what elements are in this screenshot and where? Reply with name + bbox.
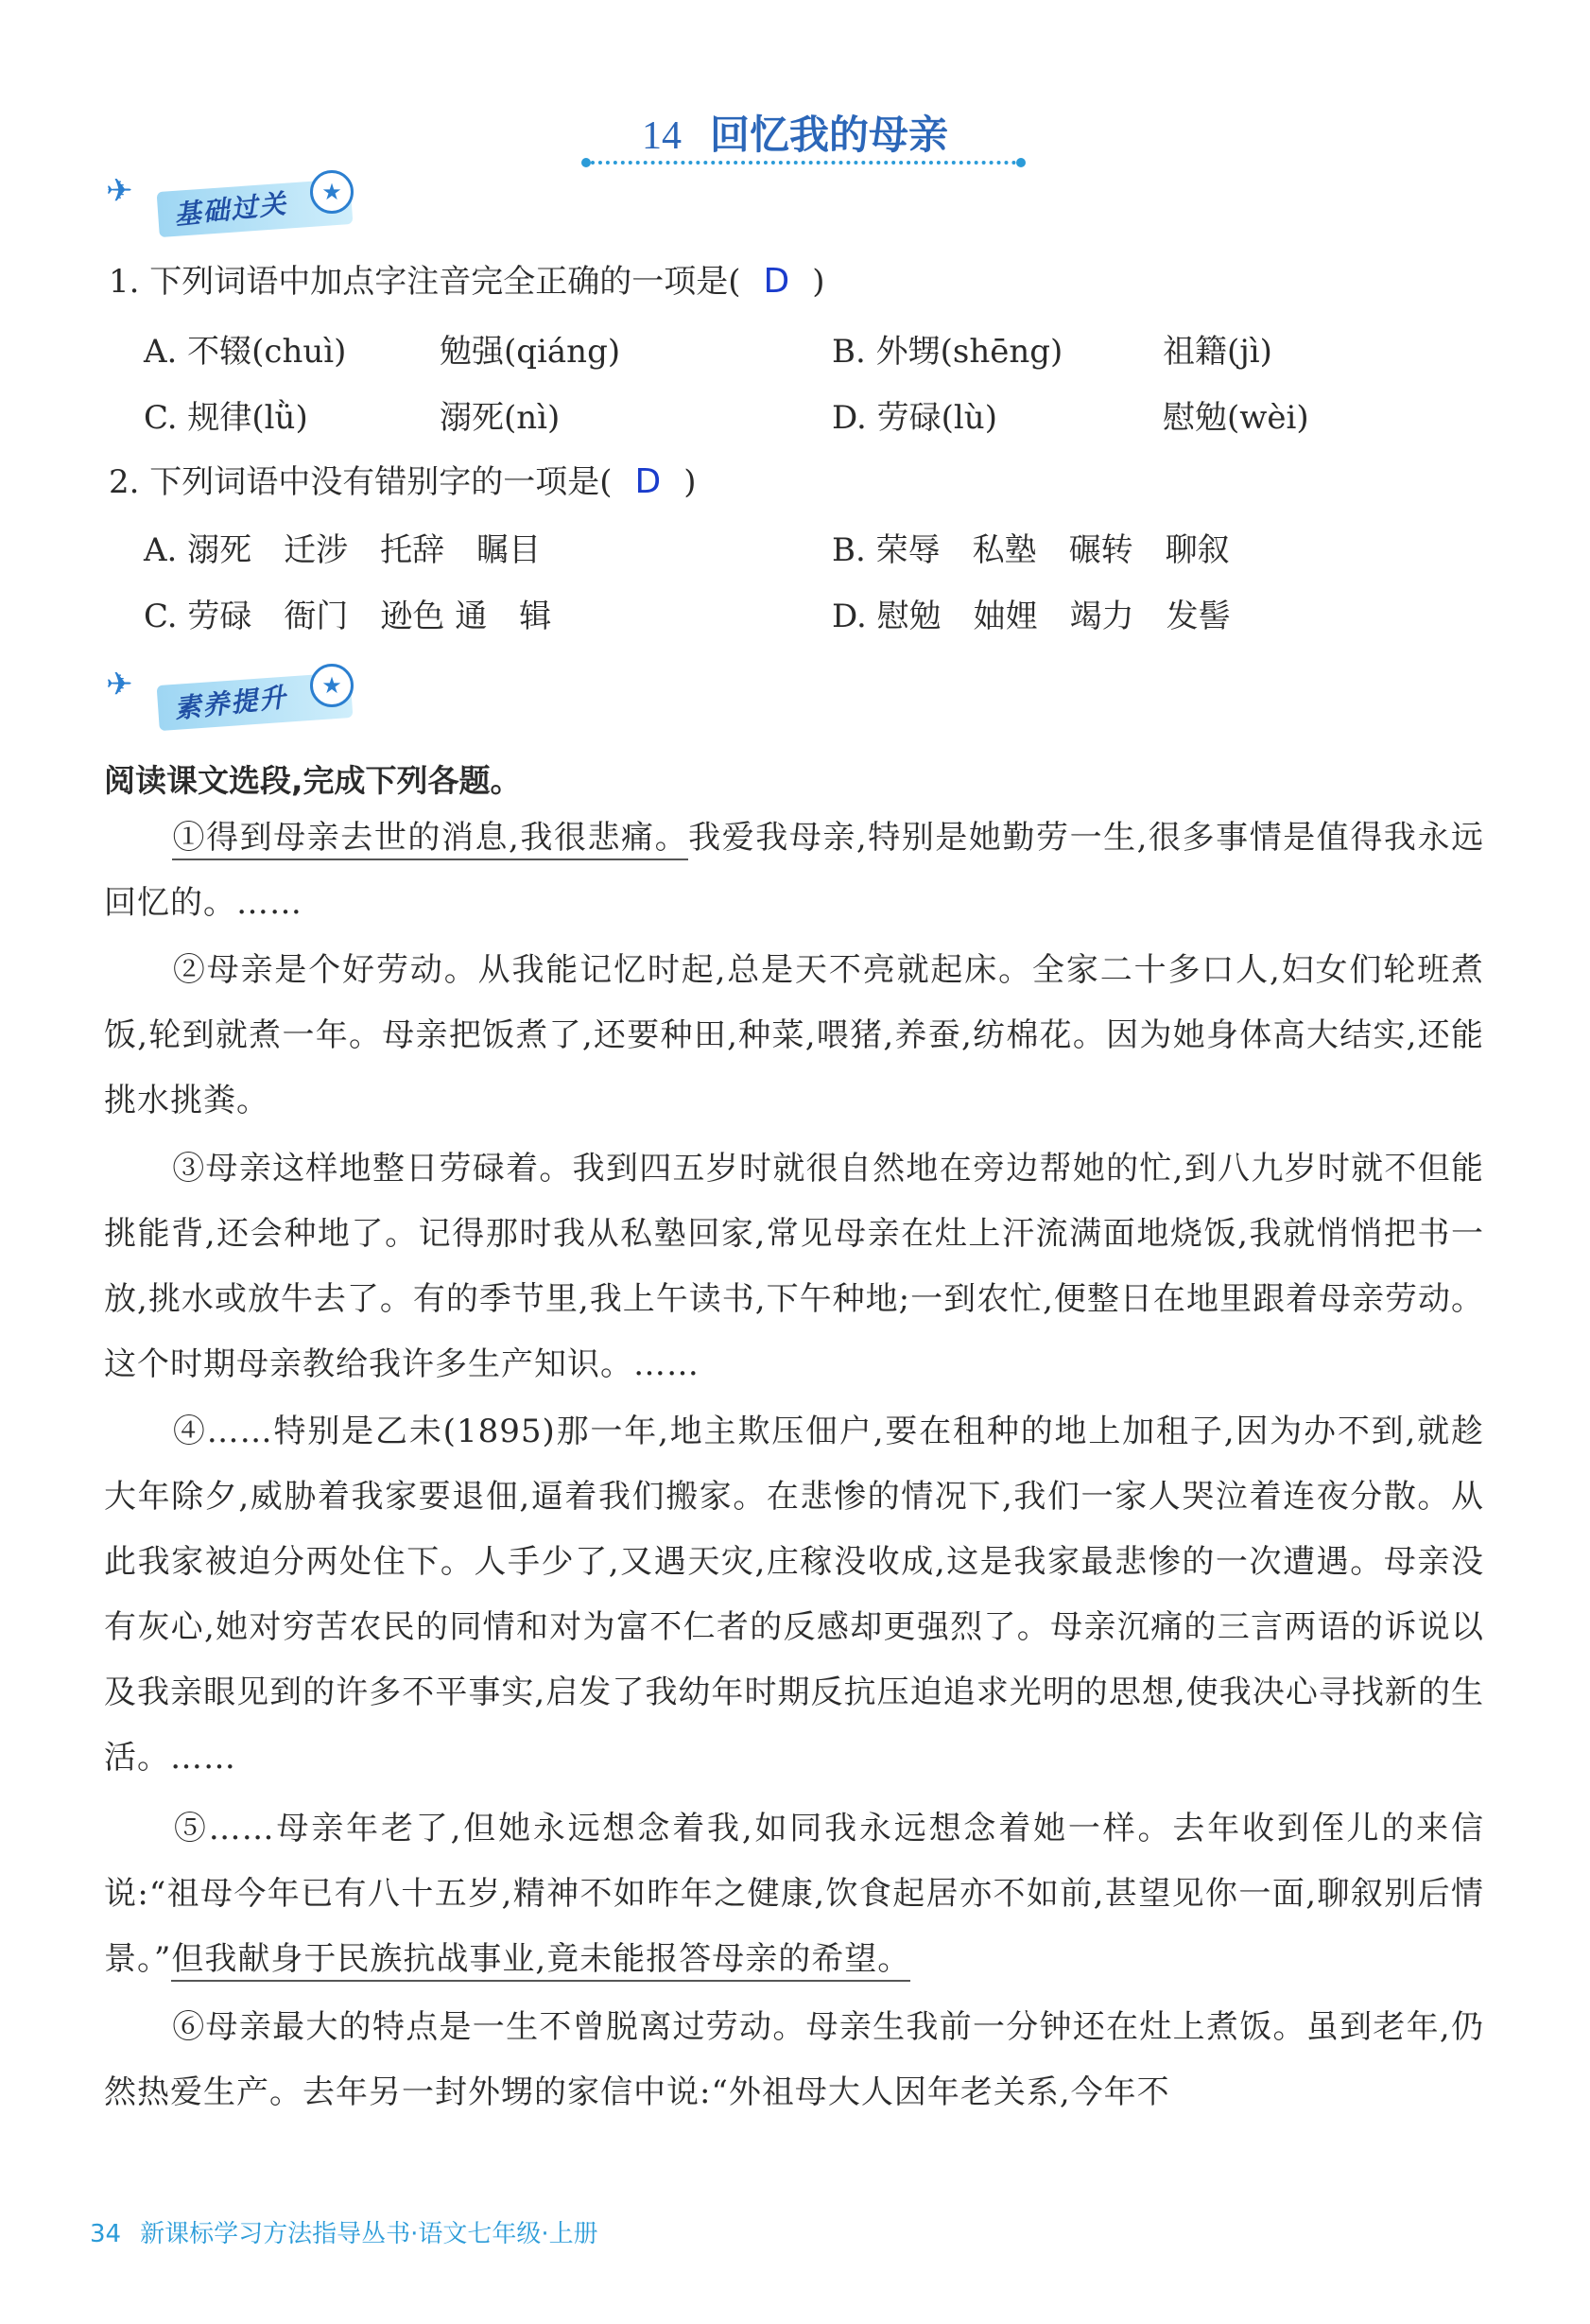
q2-option-c-text: C. 劳碌 衙门 逊色 通 辑: [144, 598, 552, 635]
paragraph-1: [104, 806, 1484, 936]
q1-option-a-word1: A. 不辍(chuì): [144, 333, 347, 371]
question-1-stem: [109, 263, 825, 301]
q2-option-a-text: A. 溺死 迁涉 托辞 瞩目: [144, 531, 542, 569]
question-2-answer: D: [634, 462, 662, 501]
paragraph-6-text: ⑥母亲最大的特点是一生不曾脱离过劳动。母亲生我前一分钟还在灶上煮饭。虽到老年,仍然热爱生产。去年另一封外甥的家信中说:“外祖母大人因年老关系,今年不: [104, 2008, 1484, 2111]
paragraph-3: [104, 1136, 1484, 1397]
q1-option-c-word2: [440, 399, 560, 437]
paragraph-5-text: ⑤……母亲年老了,但她永远想念着我,如同我永远想念着她一样。去年收到侄儿的来信说:“祖母今年已有八十五岁,精神不如昨年之健康,饮食起居亦不如前,甚望见你一面,聊叙别后情景。”: [104, 1810, 1484, 1978]
q1-option-a: [144, 333, 346, 371]
book-title: 新课标学习方法指导丛书·语文七年级·上册: [140, 2220, 598, 2248]
q2-option-b-text: B. 荣辱 私塾 碾转 聊叙: [832, 531, 1230, 569]
question-1-answer: D: [763, 262, 790, 301]
q1-option-b-word2-text: 祖籍(jì): [1163, 333, 1272, 371]
page-footer: [90, 2214, 598, 2249]
q2-option-b: [832, 531, 1230, 569]
paragraph-6: [104, 1995, 1484, 2125]
reading-instruction: 阅读课文选段,完成下列各题。: [104, 762, 522, 799]
q1-option-b: [832, 333, 1063, 371]
q1-option-d-word2-text: 慰勉(wèi): [1163, 399, 1309, 437]
paragraph-2-text: ②母亲是个好劳动。从我能记忆时起,总是天不亮就起床。全家二十多口人,妇女们轮班煮饭,轮到就煮一年。母亲把饭煮了,还要种田,种菜,喂猪,养蚕,纺棉花。因为她身体高大结实,还能挑水挑粪。: [104, 951, 1484, 1119]
q1-option-b-word1: B. 外甥(shēng): [832, 333, 1063, 371]
q1-option-c-word2-text: 溺死(nì): [440, 399, 561, 437]
page-number: 34: [90, 2220, 122, 2248]
paragraph-5: [104, 1796, 1484, 1992]
paragraph-2: [104, 938, 1484, 1134]
q2-option-a: [144, 531, 541, 569]
q1-option-a-word2-text: 勉强(qiáng): [440, 333, 621, 371]
section-badge-improve: [106, 662, 361, 730]
lesson-title-text: 回忆我的母亲: [709, 112, 948, 158]
lesson-number: 14: [641, 114, 682, 158]
q1-option-b-word2: [1163, 333, 1272, 371]
question-2-text: 2. 下列词语中没有错别字的一项是(: [109, 463, 613, 501]
question-1-text: 1. 下列词语中加点字注音完全正确的一项是(: [109, 263, 741, 301]
q1-option-c: [144, 399, 308, 437]
lesson-title: [0, 104, 1590, 161]
q1-option-d-word2: [1163, 399, 1309, 437]
paper-plane-icon: ✈: [106, 666, 133, 703]
q2-option-c: [144, 598, 551, 635]
paragraph-4: [104, 1399, 1484, 1791]
section-title-improve: 素养提升: [172, 681, 289, 725]
section-title-basic: 基础过关: [172, 187, 289, 232]
q2-option-d: [832, 598, 1231, 635]
paragraph-4-text: ④……特别是乙未(1895)那一年,地主欺压佃户,要在租种的地上加租子,因为办不到,就趁大年除夕,威胁着我家要退佃,逼着我们搬家。在悲惨的情况下,我们一家人哭泣着连夜分散。从此我家被迫分两处住下。人手少了,又遇天灾,庄稼没收成,这是我家最悲惨的一次遭遇。母亲没有灰心,她对穷苦农民的同情和对为富不仁者的反感却更强烈了。母亲沉痛的三言两语的诉说以及我亲眼见到的许多不平事实,启发了我幼年时期反抗压迫追求光明的思想,使我决心寻找新的生活。……: [104, 1413, 1484, 1777]
q1-option-c-word1: C. 规律(lǜ): [144, 399, 308, 437]
q1-option-d: [832, 399, 997, 437]
star-icon: ★: [310, 664, 354, 707]
q1-option-a-word2: [440, 333, 620, 371]
paragraph-3-text: ③母亲这样地整日劳碌着。我到四五岁时就很自然地在旁边帮她的忙,到八九岁时就不但能挑能背,还会种地了。记得那时我从私塾回家,常见母亲在灶上汗流满面地烧饭,我就悄悄把书一放,挑水或放牛去了。有的季节里,我上午读书,下午种地;一到农忙,便整日在地里跟着母亲劳动。这个时期母亲教给我许多生产知识。……: [104, 1150, 1484, 1383]
paper-plane-icon: ✈: [106, 172, 133, 210]
paragraph-5-underlined: 但我献身于民族抗战事业,竟未能报答母亲的希望。: [171, 1940, 910, 1982]
paragraph-1-underlined: ①得到母亲去世的消息,我很悲痛。: [172, 819, 688, 860]
paragraph-1-rest: 我爱我母亲,特别是她勤劳一生,很多事情是值得我永远回忆的。……: [104, 819, 1484, 922]
question-2-close: ): [683, 463, 697, 501]
q2-option-d-text: D. 慰勉 妯娌 竭力 发髻: [832, 598, 1231, 635]
question-2-stem: [109, 463, 697, 501]
title-underline: [591, 161, 1016, 165]
star-icon: ★: [310, 170, 354, 214]
section-badge-basic: [106, 168, 361, 236]
q1-option-d-word1: D. 劳碌(lù): [832, 399, 997, 437]
question-1-close: ): [812, 263, 825, 301]
